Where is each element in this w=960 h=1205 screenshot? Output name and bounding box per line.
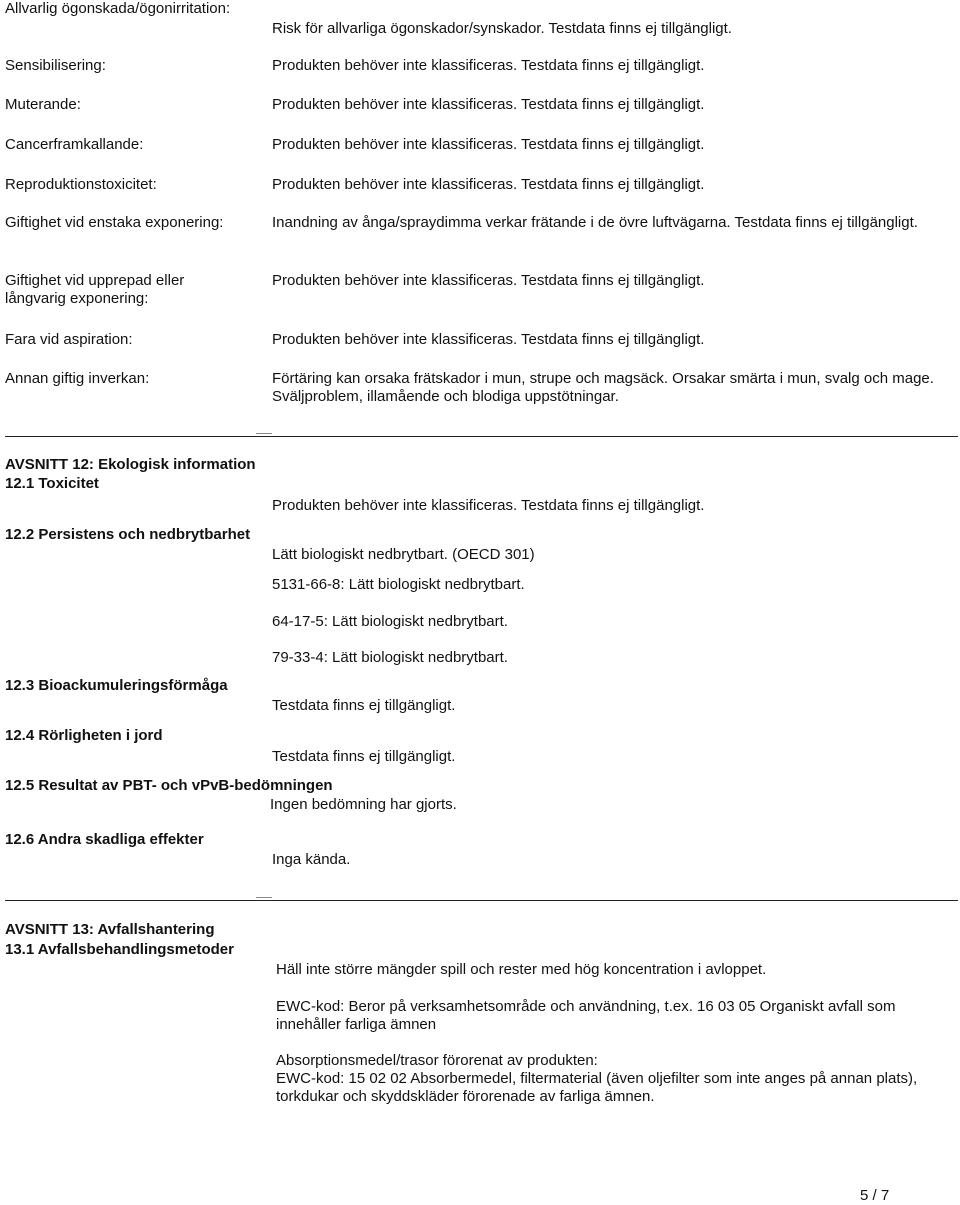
section-12-3-title: 12.3 Bioackumuleringsförmåga — [5, 677, 228, 694]
section-12-1-title: 12.1 Toxicitet — [5, 475, 99, 492]
tox-value-eye: Risk för allvarliga ögonskador/synskador. Testdata finns ej tillgängligt. — [272, 20, 732, 37]
section-12-5-text: Ingen bedömning har gjorts. — [270, 796, 457, 813]
section-12-3-text: Testdata finns ej tillgängligt. — [272, 697, 456, 714]
tox-value-reproductive: Produkten behöver inte klassificeras. Testdata finns ej tillgängligt. — [272, 176, 705, 193]
tox-label-aspiration: Fara vid aspiration: — [5, 331, 133, 348]
section-13-1-paragraph-3-line-2: EWC-kod: 15 02 02 Absorbermedel, filtermaterial (även oljefilter som inte anges på annan plats), torkdukar och skyddskläder förorenade av farliga ämnen. — [276, 1070, 918, 1105]
tox-value-sensitisation: Produkten behöver inte klassificeras. Testdata finns ej tillgängligt. — [272, 57, 705, 74]
section-12-2-line-3: 64-17-5: Lätt biologiskt nedbrytbart. — [272, 613, 508, 630]
tox-value-aspiration: Produkten behöver inte klassificeras. Testdata finns ej tillgängligt. — [272, 331, 705, 348]
section-12-1-text: Produkten behöver inte klassificeras. Testdata finns ej tillgängligt. — [272, 497, 705, 514]
tox-value-other: Förtäring kan orsaka frätskador i mun, strupe och magsäck. Orsakar smärta i mun, svalg och mage. Sväljproblem, illamående och blodiga uppstötningar. — [272, 370, 934, 405]
section-12-6-text: Inga kända. — [272, 851, 351, 868]
tox-label-sensitisation: Sensibilisering: — [5, 57, 106, 74]
section-12-5-title: 12.5 Resultat av PBT- och vPvB-bedömningen — [5, 777, 333, 794]
tox-value-mutagenic: Produkten behöver inte klassificeras. Testdata finns ej tillgängligt. — [272, 96, 705, 113]
section-12-title: AVSNITT 12: Ekologisk information — [5, 456, 256, 473]
tox-value-repeated-exposure: Produkten behöver inte klassificeras. Testdata finns ej tillgängligt. — [272, 272, 705, 289]
section-13-title: AVSNITT 13: Avfallshantering — [5, 921, 215, 938]
section-12-6-title: 12.6 Andra skadliga effekter — [5, 831, 204, 848]
tox-label-other: Annan giftig inverkan: — [5, 370, 150, 387]
divider-tick — [256, 433, 272, 434]
tox-label-mutagenic: Muterande: — [5, 96, 81, 113]
tox-label-eye: Allvarlig ögonskada/ögonirritation: — [5, 0, 231, 17]
section-12-4-text: Testdata finns ej tillgängligt. — [272, 748, 456, 765]
section-13-1-paragraph-2: EWC-kod: Beror på verksamhetsområde och användning, t.ex. 16 03 05 Organiskt avfall som innehåller farliga ämnen — [276, 998, 896, 1033]
tox-value-single-exposure: Inandning av ånga/spraydimma verkar frätande i de övre luftvägarna. Testdata finns ej tillgängligt. — [272, 214, 918, 231]
section-13-1-paragraph-1: Häll inte större mängder spill och rester med hög koncentration i avloppet. — [276, 961, 767, 978]
section-13-1-paragraph-3-line-1: Absorptionsmedel/trasor förorenat av produkten: — [276, 1052, 598, 1069]
section-12-2-line-1: Lätt biologiskt nedbrytbart. (OECD 301) — [272, 546, 535, 563]
section-12-2-line-2: 5131-66-8: Lätt biologiskt nedbrytbart. — [272, 576, 525, 593]
section-12-2-title: 12.2 Persistens och nedbrytbarhet — [5, 526, 251, 543]
tox-label-repeated-exposure: Giftighet vid upprepad eller långvarig exponering: — [5, 272, 185, 307]
section-12-2-line-4: 79-33-4: Lätt biologiskt nedbrytbart. — [272, 649, 508, 666]
tox-label-reproductive: Reproduktionstoxicitet: — [5, 176, 157, 193]
tox-value-carcinogenic: Produkten behöver inte klassificeras. Testdata finns ej tillgängligt. — [272, 136, 705, 153]
divider-tick-2 — [256, 897, 272, 898]
section-divider — [5, 436, 958, 437]
section-13-1-title: 13.1 Avfallsbehandlingsmetoder — [5, 941, 234, 958]
section-12-4-title: 12.4 Rörligheten i jord — [5, 727, 163, 744]
tox-label-carcinogenic: Cancerframkallande: — [5, 136, 144, 153]
tox-label-single-exposure: Giftighet vid enstaka exponering: — [5, 214, 224, 231]
page-number: 5 / 7 — [860, 1187, 890, 1204]
section-divider-2 — [5, 900, 958, 901]
